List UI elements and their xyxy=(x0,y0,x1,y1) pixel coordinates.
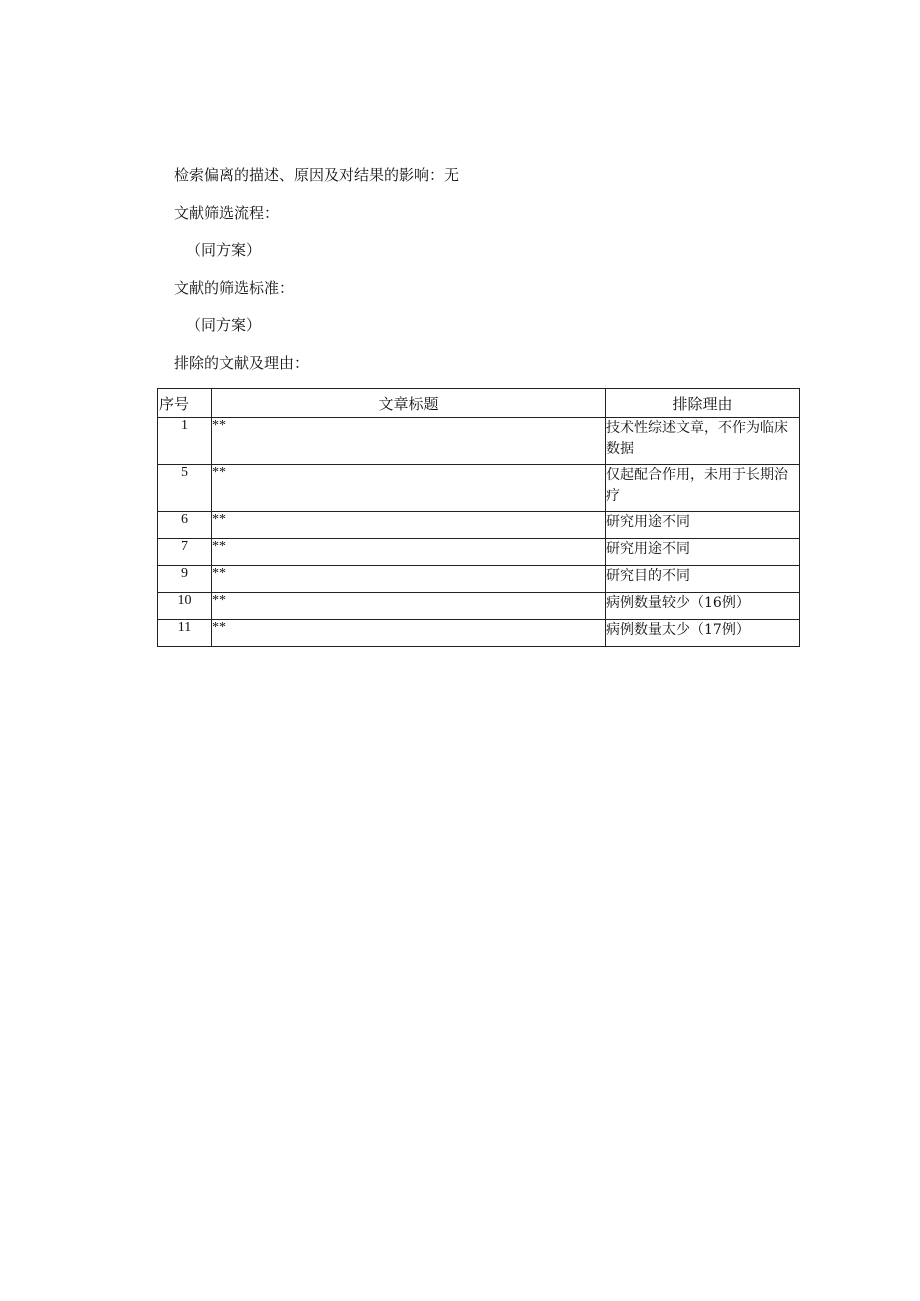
row-reason: 研究用途不同 xyxy=(606,512,800,539)
excluded-literature-label: 排除的文献及理由： xyxy=(174,354,310,372)
row-reason: 研究用途不同 xyxy=(606,539,800,566)
row-no: 6 xyxy=(158,512,212,539)
row-reason: 病例数量较少（16例） xyxy=(606,593,800,620)
row-title: ** xyxy=(212,593,606,620)
excluded-literature-table xyxy=(157,388,800,647)
row-title: ** xyxy=(212,620,606,647)
screening-criteria-label: 文献的筛选标准： xyxy=(174,279,295,297)
row-title: ** xyxy=(212,512,606,539)
table-row xyxy=(158,620,800,647)
row-title: ** xyxy=(212,418,606,465)
row-reason: 技术性综述文章，不作为临床数据 xyxy=(606,418,800,465)
table-row xyxy=(158,593,800,620)
row-no: 7 xyxy=(158,539,212,566)
table-row xyxy=(158,512,800,539)
table-row xyxy=(158,539,800,566)
row-no: 11 xyxy=(158,620,212,647)
row-reason: 研究目的不同 xyxy=(606,566,800,593)
row-reason: 仅起配合作用，未用于长期治疗 xyxy=(606,465,800,512)
table-row xyxy=(158,418,800,465)
table-row xyxy=(158,566,800,593)
row-no: 9 xyxy=(158,566,212,593)
deviation-statement: 检索偏离的描述、原因及对结果的影响：无 xyxy=(174,166,460,184)
row-no: 1 xyxy=(158,418,212,465)
row-title: ** xyxy=(212,566,606,593)
row-no: 5 xyxy=(158,465,212,512)
header-title: 文章标题 xyxy=(212,389,606,418)
screening-flow-label: 文献筛选流程： xyxy=(174,204,280,222)
screening-criteria-value: （同方案） xyxy=(186,316,262,334)
header-no: 序号 xyxy=(158,389,212,418)
row-title: ** xyxy=(212,465,606,512)
row-reason: 病例数量太少（17例） xyxy=(606,620,800,647)
row-no: 10 xyxy=(158,593,212,620)
row-title: ** xyxy=(212,539,606,566)
table-header-row xyxy=(158,389,800,418)
screening-flow-value: （同方案） xyxy=(186,241,262,259)
table-row xyxy=(158,465,800,512)
header-reason: 排除理由 xyxy=(606,389,800,418)
